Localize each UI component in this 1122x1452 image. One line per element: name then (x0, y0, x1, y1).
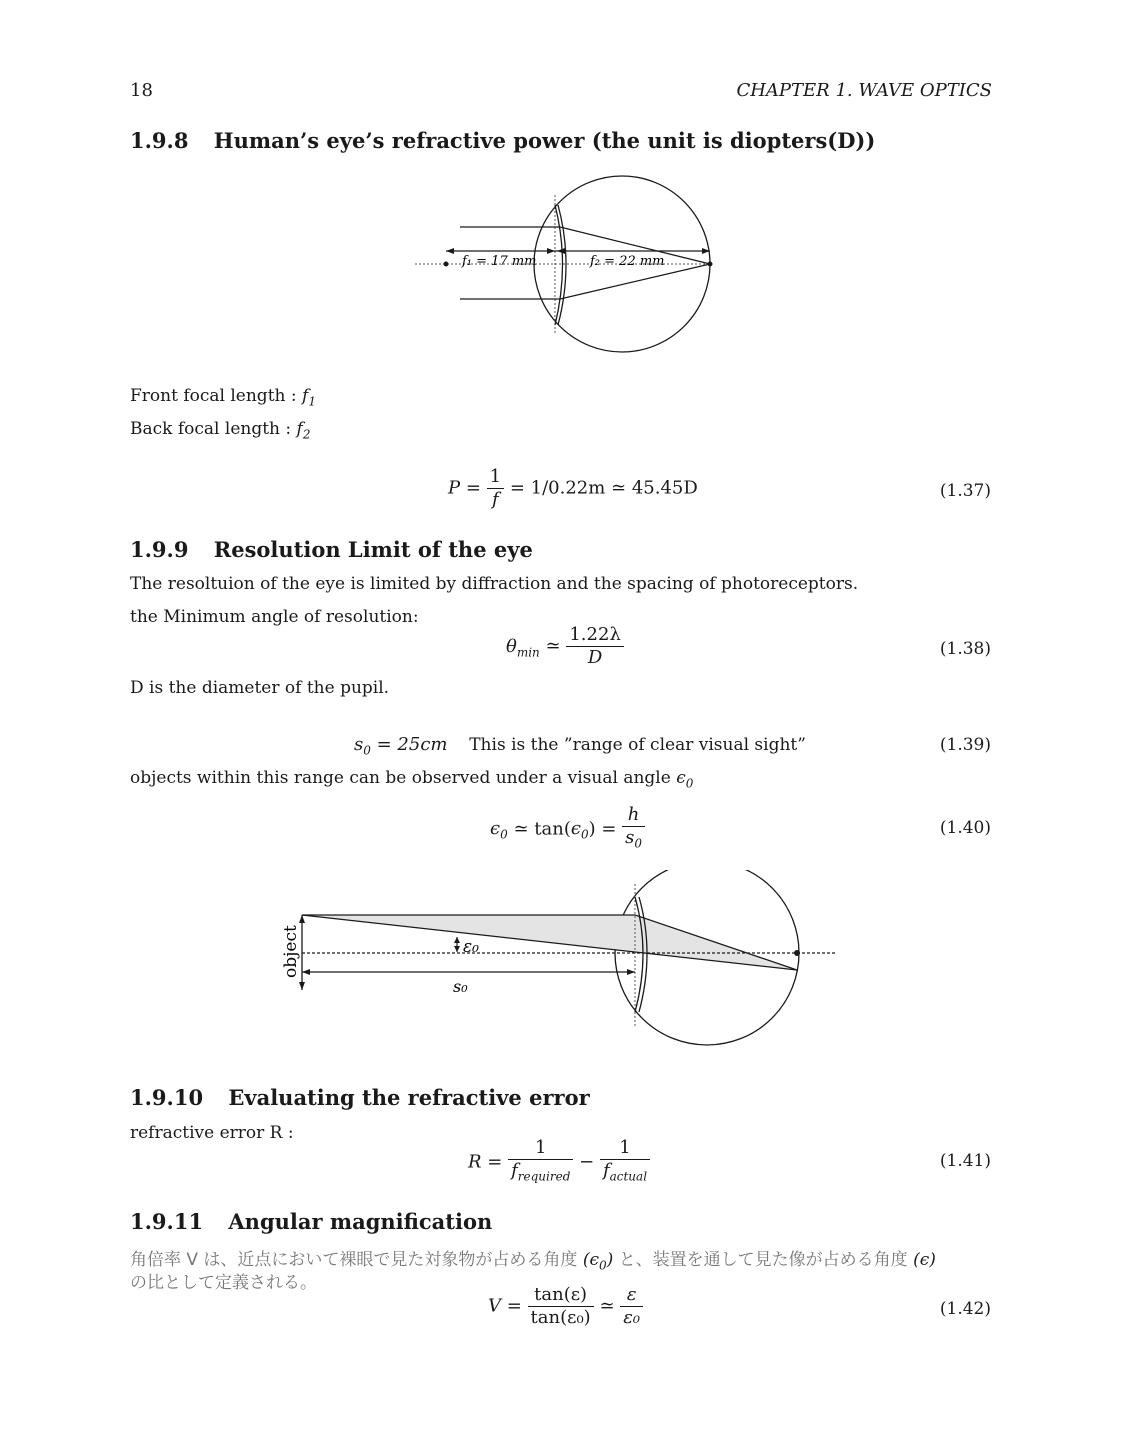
equation-1-37 (448, 466, 698, 511)
eq140-num: h (622, 804, 645, 827)
section-heading-1-9-10 (130, 1085, 590, 1110)
visual-angle-figure (275, 862, 845, 1057)
eq-number-1-42: (1.42) (939, 1299, 991, 1319)
f1-label: f₁ = 17 mm (462, 254, 537, 269)
eq137-lhs: P = (448, 477, 481, 499)
eq142-num1: tan(ε) (528, 1284, 594, 1307)
eq141-fraction-required (508, 1137, 573, 1188)
s0-symbol: $s_0$ (354, 734, 371, 758)
section-number: 1.9.9 (130, 537, 189, 562)
section-number: 1.9.8 (130, 128, 189, 153)
f1-symbol: $f_1$ (302, 386, 316, 409)
eq141-lhs: R = (468, 1151, 503, 1173)
f2-symbol: $f_2$ (296, 419, 311, 442)
equation-1-39 (354, 734, 806, 758)
visual-angle-text: objects within this range can be observed under a visual angle (130, 768, 671, 788)
page-number: 18 (130, 80, 153, 101)
eq138-fraction (566, 624, 624, 669)
chapter-header: CHAPTER 1. WAVE OPTICS (736, 80, 992, 101)
eq137-fraction (487, 466, 504, 511)
eq140-fraction (622, 804, 645, 855)
eq142-lhs: V = (488, 1295, 522, 1317)
jp-definition-line2: の比として定義される。 (130, 1273, 317, 1293)
eq141-num1: 1 (508, 1137, 573, 1160)
eq138-den: D (587, 647, 603, 668)
eq142-fraction2 (620, 1284, 643, 1329)
eq142-num2: ε (620, 1284, 643, 1307)
eq141-fraction-actual (600, 1137, 650, 1188)
eq142-den1: tan(ε₀) (530, 1307, 591, 1328)
front-focal-line (130, 386, 316, 408)
section-number: 1.9.10 (130, 1085, 204, 1110)
object-label: object (281, 925, 301, 978)
pupil-text: D is the diameter of the pupil. (130, 678, 390, 698)
eq-number-1-40: (1.40) (939, 818, 991, 838)
section-title: Angular magnification (228, 1209, 493, 1234)
eps0-symbol: $\epsilon_0$ (676, 768, 694, 791)
jp-text-2: と、装置を通して見た像が占める角度 (618, 1250, 908, 1270)
s0-label: s₀ (453, 977, 468, 996)
eq-number-1-37: (1.37) (939, 481, 991, 501)
eq137-rhs: = 1/0.22m ≃ 45.45D (509, 477, 698, 499)
eq140-tan: ≃ tan( (513, 818, 571, 840)
eq141-num2: 1 (600, 1137, 650, 1160)
section-title: Resolution Limit of the eye (213, 537, 533, 562)
jp-eps: (ϵ) (913, 1250, 936, 1270)
eq140-eps0: $\epsilon_0$ (490, 818, 508, 842)
eq137-num: 1 (487, 466, 504, 489)
eq141-den1: $f_{required}$ (511, 1160, 571, 1184)
eq-number-1-41: (1.41) (939, 1151, 991, 1171)
front-focal-text: Front focal length : (130, 386, 297, 406)
equation-1-41 (468, 1137, 650, 1188)
eps0-label: ε₀ (463, 937, 479, 957)
section-title: Human’s eye’s refractive power (the unit is diopters(D)) (213, 128, 876, 153)
section-heading-1-9-11 (130, 1209, 492, 1234)
eq141-den2: $f_{actual}$ (602, 1160, 648, 1184)
clear-sight-text: This is the ”range of clear visual sight” (469, 735, 806, 755)
f2-label: f₂ = 22 mm (590, 254, 665, 269)
section-heading-1-9-8 (130, 128, 875, 153)
theta-min: $\theta_{min}$ (506, 635, 540, 660)
eq142-fraction1 (528, 1284, 594, 1329)
eq-number-1-39: (1.39) (939, 735, 991, 755)
back-focal-text: Back focal length : (130, 419, 292, 439)
eq-number-1-38: (1.38) (939, 639, 991, 659)
eq142-approx: ≃ (599, 1295, 615, 1317)
back-focal-line (130, 419, 310, 441)
eq141-minus: − (579, 1151, 595, 1173)
equation-1-40 (490, 804, 645, 855)
eq139-value: = 25cm (376, 734, 448, 755)
eq142-den2: ε₀ (623, 1307, 641, 1328)
eq138-num: 1.22λ (566, 624, 624, 647)
jp-eps0: $(\epsilon_0)$ (582, 1250, 614, 1273)
refractive-error-text: refractive error R : (130, 1123, 294, 1143)
eq137-den: f (492, 489, 499, 510)
section-number: 1.9.11 (130, 1209, 204, 1234)
section-title: Evaluating the refractive error (228, 1085, 590, 1110)
equation-1-42 (488, 1284, 643, 1329)
min-angle-text: the Minimum angle of resolution: (130, 607, 419, 627)
jp-text-1: 角倍率 V は、近点において裸眼で見た対象物が占める角度 (130, 1250, 578, 1270)
eq138-approx: ≃ (545, 635, 561, 657)
eq140-den: $s_0$ (625, 827, 643, 851)
eq140-eq: ) = (588, 818, 617, 840)
eq140-eps0-arg: $\epsilon_0$ (570, 818, 589, 842)
equation-1-38 (506, 624, 624, 669)
eye-focal-length-figure (400, 170, 730, 360)
visual-angle-line (130, 768, 693, 790)
resolution-intro: The resoltuion of the eye is limited by diffraction and the spacing of photoreceptors. (130, 574, 859, 594)
section-heading-1-9-9 (130, 537, 533, 562)
